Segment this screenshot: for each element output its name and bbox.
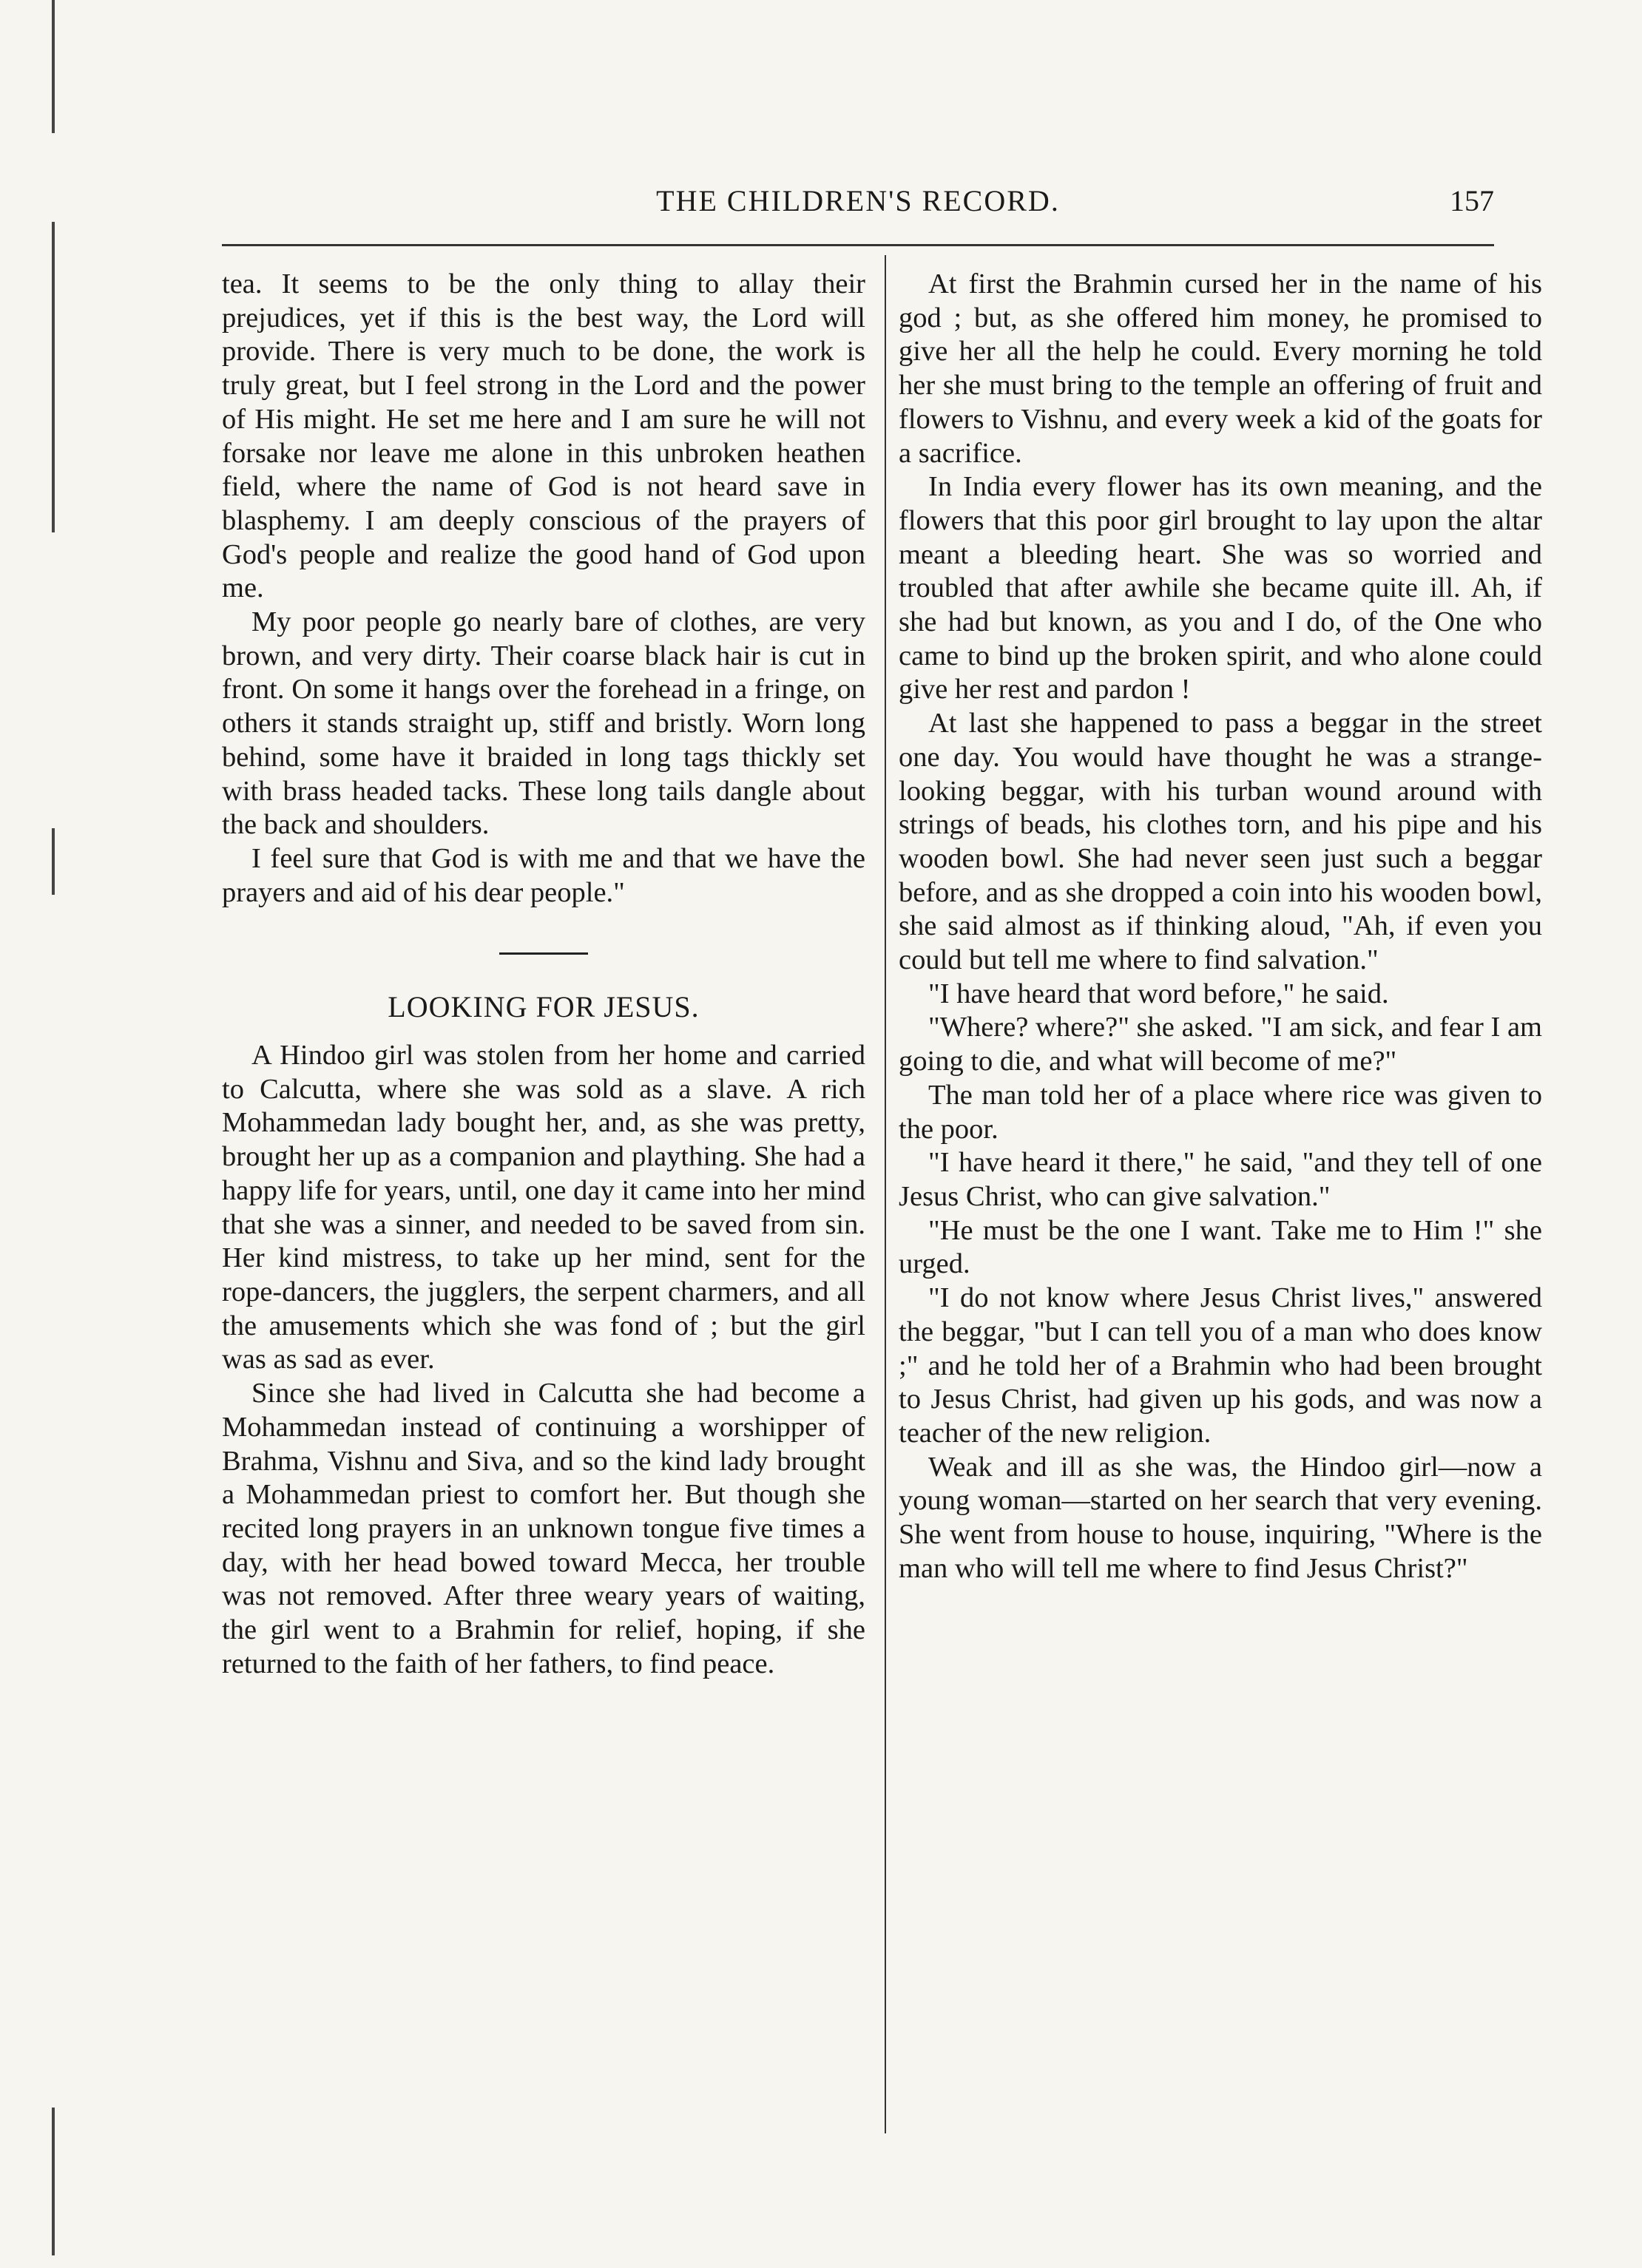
margin-mark	[52, 2108, 55, 2255]
article-paragraph: "I do not know where Jesus Christ lives," answered the beggar, "but I can tell you of a man who does know ;" and he told her of a Brahmin who had been brought to Jesus Christ, had given up his gods, and was now a teacher of the new religion.	[899, 1282, 1542, 1449]
article-paragraph: At last she happened to pass a beggar in the street one day. You would have thought he was a strange-looking beggar, with his turban wound around with strings of beads, his clothes torn, and his pipe and his wooden bowl. She had never seen just such a beggar before, and as she dropped a coin into his wooden bowl, she said almost as if thinking aloud, "Ah, if even you could but tell me where to find salvation."	[899, 708, 1542, 976]
header-rule	[222, 244, 1494, 246]
article-paragraph: "I have heard it there," he said, "and they tell of one Jesus Christ, who can give salvation."	[899, 1147, 1542, 1212]
column-divider	[885, 255, 886, 2133]
letter-paragraph: tea. It seems to be the only thing to allay their prejudices, yet if this is the best way, the Lord will provide. There is very much to be done, the work is truly great, but I feel strong in the Lord and the power of His might. He set me here and I am sure he will not forsake nor leave me alone in this unbroken heathen field, where the name of God is not heard save in blasphemy. I am deeply conscious of the prayers of God's people and realize the good hand of God upon me.	[222, 268, 865, 604]
letter-paragraph: My poor people go nearly bare of clothes, are very brown, and very dirty. Their coarse black hair is cut in front. On some it hangs over the forehead in a fringe, on others it stands straight up, stiff and bristly. Worn long behind, some have it braided in long tags thickly set with brass headed tacks. These long tails dangle about the back and shoulders.	[222, 606, 865, 841]
article-paragraph: A Hindoo girl was stolen from her home and carried to Calcutta, where she was sold as a slave. A rich Mohammedan lady bought her, and, as she was pretty, brought her up as a companion and plaything. She had a happy life for years, until, one day it came into her mind that she was a sinner, and needed to be saved from sin. Her kind mistress, to take up her mind, sent for the rope-dancers, the jugglers, the serpent charmers, and all the amusements which she was fond of ; but the girl was as sad as ever.	[222, 1040, 865, 1375]
page-number: 157	[1450, 184, 1494, 217]
letter-paragraph: I feel sure that God is with me and that we have the prayers and aid of his dear people."	[222, 842, 865, 908]
article-paragraph: "He must be the one I want. Take me to Him !" she urged.	[899, 1214, 1542, 1280]
article-paragraph: At first the Brahmin cursed her in the name of his god ; but, as she offered him money, he promised to give her all the help he could. Every morning he told her she must bring to the temple an offering of fruit and flowers to Vishnu, and every week a kid of the goats for a sacrifice.	[899, 268, 1542, 469]
right-column	[899, 268, 1542, 1585]
article-title: LOOKING FOR JESUS.	[388, 990, 700, 1024]
margin-mark	[52, 0, 55, 133]
article-paragraph: "I have heard that word before," he said.	[928, 978, 1389, 1009]
section-divider	[499, 952, 588, 955]
margin-mark	[52, 222, 55, 532]
article-paragraph: Since she had lived in Calcutta she had become a Mohammedan instead of continuing a worshipper of Brahma, Vishnu and Siva, and so the kind lady brought a Mohammedan priest to comfort her. But though she recited long prayers in an unknown tongue five times a day, with her head bowed toward Mecca, her trouble was not removed. After three weary years of waiting, the girl went to a Brahmin for relief, hoping, if she returned to the faith of her fathers, to find peace.	[222, 1378, 865, 1679]
article-paragraph: The man told her of a place where rice was given to the poor.	[899, 1079, 1542, 1145]
margin-mark	[52, 828, 55, 895]
article-paragraph: "Where? where?" she asked. "I am sick, and fear I am going to die, and what will become of me?"	[899, 1012, 1542, 1077]
article-paragraph: Weak and ill as she was, the Hindoo girl—now a young woman—started on her search that very evening. She went from house to house, inquiring, "Where is the man who will tell me where to find Jesus Christ?"	[899, 1451, 1542, 1584]
running-title: THE CHILDREN'S RECORD.	[656, 184, 1060, 217]
article-paragraph: In India every flower has its own meaning, and the flowers that this poor girl brought to lay upon the altar meant a bleeding heart. She was so worried and troubled that after awhile she became quite ill. Ah, if she had but known, as you and I do, of the One who came to bind up the broken spirit, and who alone could give her rest and pardon !	[899, 471, 1542, 705]
left-column	[222, 268, 865, 1681]
page-header	[222, 183, 1494, 235]
